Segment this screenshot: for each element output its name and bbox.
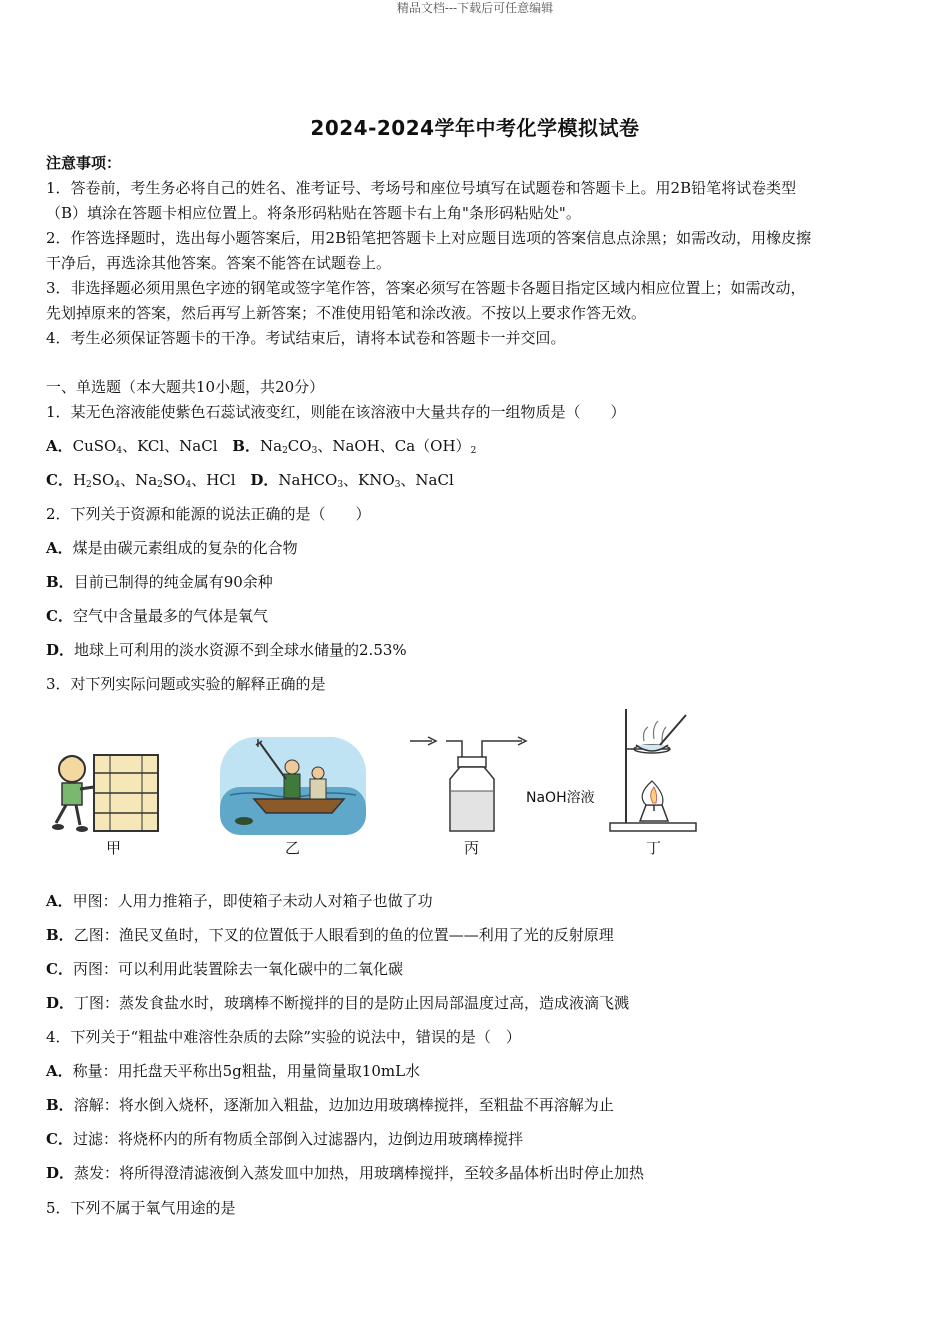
q1-b-text: $Na_2CO_3$、NaOH、$Ca(OH)_2$	[259, 437, 477, 456]
q2-option-a: A．煤是由碳元素组成的复杂的化合物	[46, 539, 298, 557]
q3-option-c: C．丙图：可以利用此装置除去一氧化碳中的二氧化碳	[46, 960, 403, 978]
page-header: 精品文档---下载后可任意编辑	[396, 1, 554, 15]
q4-option-b: B．溶解：将水倒入烧杯，逐渐加入粗盐，边加边用玻璃棒搅拌，至粗盐不再溶解为止	[46, 1096, 614, 1114]
notice-line-7: 4．考生必须保证答题卡的干净。考试结束后，请将本试卷和答题卡一并交回。	[46, 329, 566, 347]
notice-line-3: 2．作答选择题时，选出每小题答案后，用2B铅笔把答题卡上对应题目选项的答案信息点涂黑；如需改动，用橡皮擦	[46, 229, 812, 247]
q1-b-label: B．	[232, 437, 260, 455]
notice-line-6: 先划掉原来的答案，然后再写上新答案；不准使用铅笔和涂改液。不按以上要求作答无效。	[46, 304, 647, 322]
q3-option-b: B．乙图：渔民叉鱼时，下叉的位置低于人眼看到的鱼的位置——利用了光的反射原理	[46, 926, 614, 944]
q1-c-text: $H_2SO_4$、$Na_2SO_4$、HCl	[72, 471, 236, 490]
q1-c-label: C．	[46, 471, 73, 489]
notice-line-5: 3．非选择题必须用黑色字迹的钢笔或签字笔作答，答案必须写在答题卡各题目指定区域内相应位置上；如需改动，	[46, 279, 806, 297]
q1-d-text: NaHCO$_3$、$KNO_3$、NaCl	[278, 471, 454, 490]
q5-stem: 5．下列不属于氧气用途的是	[46, 1199, 236, 1217]
notice-line-2: （B）填涂在答题卡相应位置上。将条形码粘贴在答题卡右上角"条形码粘贴处"。	[46, 204, 581, 222]
q3-option-d: D．丁图：蒸发食盐水时，玻璃棒不断搅拌的目的是防止因局部温度过高，造成液滴飞溅	[46, 994, 630, 1012]
section-heading: 一、单选题（本大题共10小题，共20分）	[46, 378, 325, 396]
evaporation-setup-illustration	[606, 705, 706, 837]
q3-figures	[46, 703, 706, 863]
q2-option-c: C．空气中含量最多的气体是氧气	[46, 607, 268, 625]
q4-option-a: A．称量：用托盘天平称出5g粗盐，用量筒量取10mL水	[46, 1062, 421, 1080]
q1-a-text: CuSO$_4$、KCl、NaCl	[72, 437, 218, 456]
q4-option-c: C．过滤：将烧杯内的所有物质全部倒入过滤器内，边倒边用玻璃棒搅拌	[46, 1130, 523, 1148]
notice-line-4: 干净后，再选涂其他答案。答案不能答在试题卷上。	[46, 254, 392, 272]
fisherman-boat-illustration	[220, 737, 366, 835]
pushing-box-illustration	[50, 749, 162, 839]
q1-a-label: A．	[46, 437, 73, 455]
notice-line-1: 1．答卷前，考生务必将自己的姓名、准考证号、考场号和座位号填写在试题卷和答题卡上。用2B铅笔将试卷类型	[46, 179, 797, 197]
figure-jia-label: 甲	[106, 839, 122, 857]
naoh-solution-label: NaOH溶液	[526, 790, 595, 806]
q4-option-d: D．蒸发：将所得澄清滤液倒入蒸发皿中加热，用玻璃棒搅拌，至较多晶体析出时停止加热	[46, 1164, 645, 1182]
q2-stem: 2．下列关于资源和能源的说法正确的是（ ）	[46, 505, 371, 523]
q1-d-label: D．	[250, 471, 279, 489]
figure-yi-label: 乙	[285, 839, 301, 857]
q1-options-ab	[46, 435, 906, 456]
q4-stem: 4．下列关于“粗盐中难溶性杂质的去除”实验的说法中，错误的是（ ）	[46, 1028, 521, 1046]
q1-options-cd	[46, 469, 906, 490]
gas-washing-bottle-illustration	[406, 729, 536, 839]
q3-stem: 3．对下列实际问题或实验的解释正确的是	[46, 675, 326, 693]
q2-option-d: D．地球上可利用的淡水资源不到全球水储量的2.53%	[46, 641, 407, 659]
q1-stem: 1．某无色溶液能使紫色石蕊试液变红，则能在该溶液中大量共存的一组物质是（ ）	[46, 403, 626, 421]
figure-ding-label: 丁	[646, 839, 662, 857]
notice-heading: 注意事项：	[46, 154, 122, 172]
q2-option-b: B．目前已制得的纯金属有90余种	[46, 573, 273, 591]
figure-bing-label: 丙	[464, 839, 480, 857]
q3-option-a: A．甲图：人用力推箱子，即使箱子未动人对箱子也做了功	[46, 892, 433, 910]
exam-title: 2024-2024学年中考化学模拟试卷	[310, 116, 640, 140]
